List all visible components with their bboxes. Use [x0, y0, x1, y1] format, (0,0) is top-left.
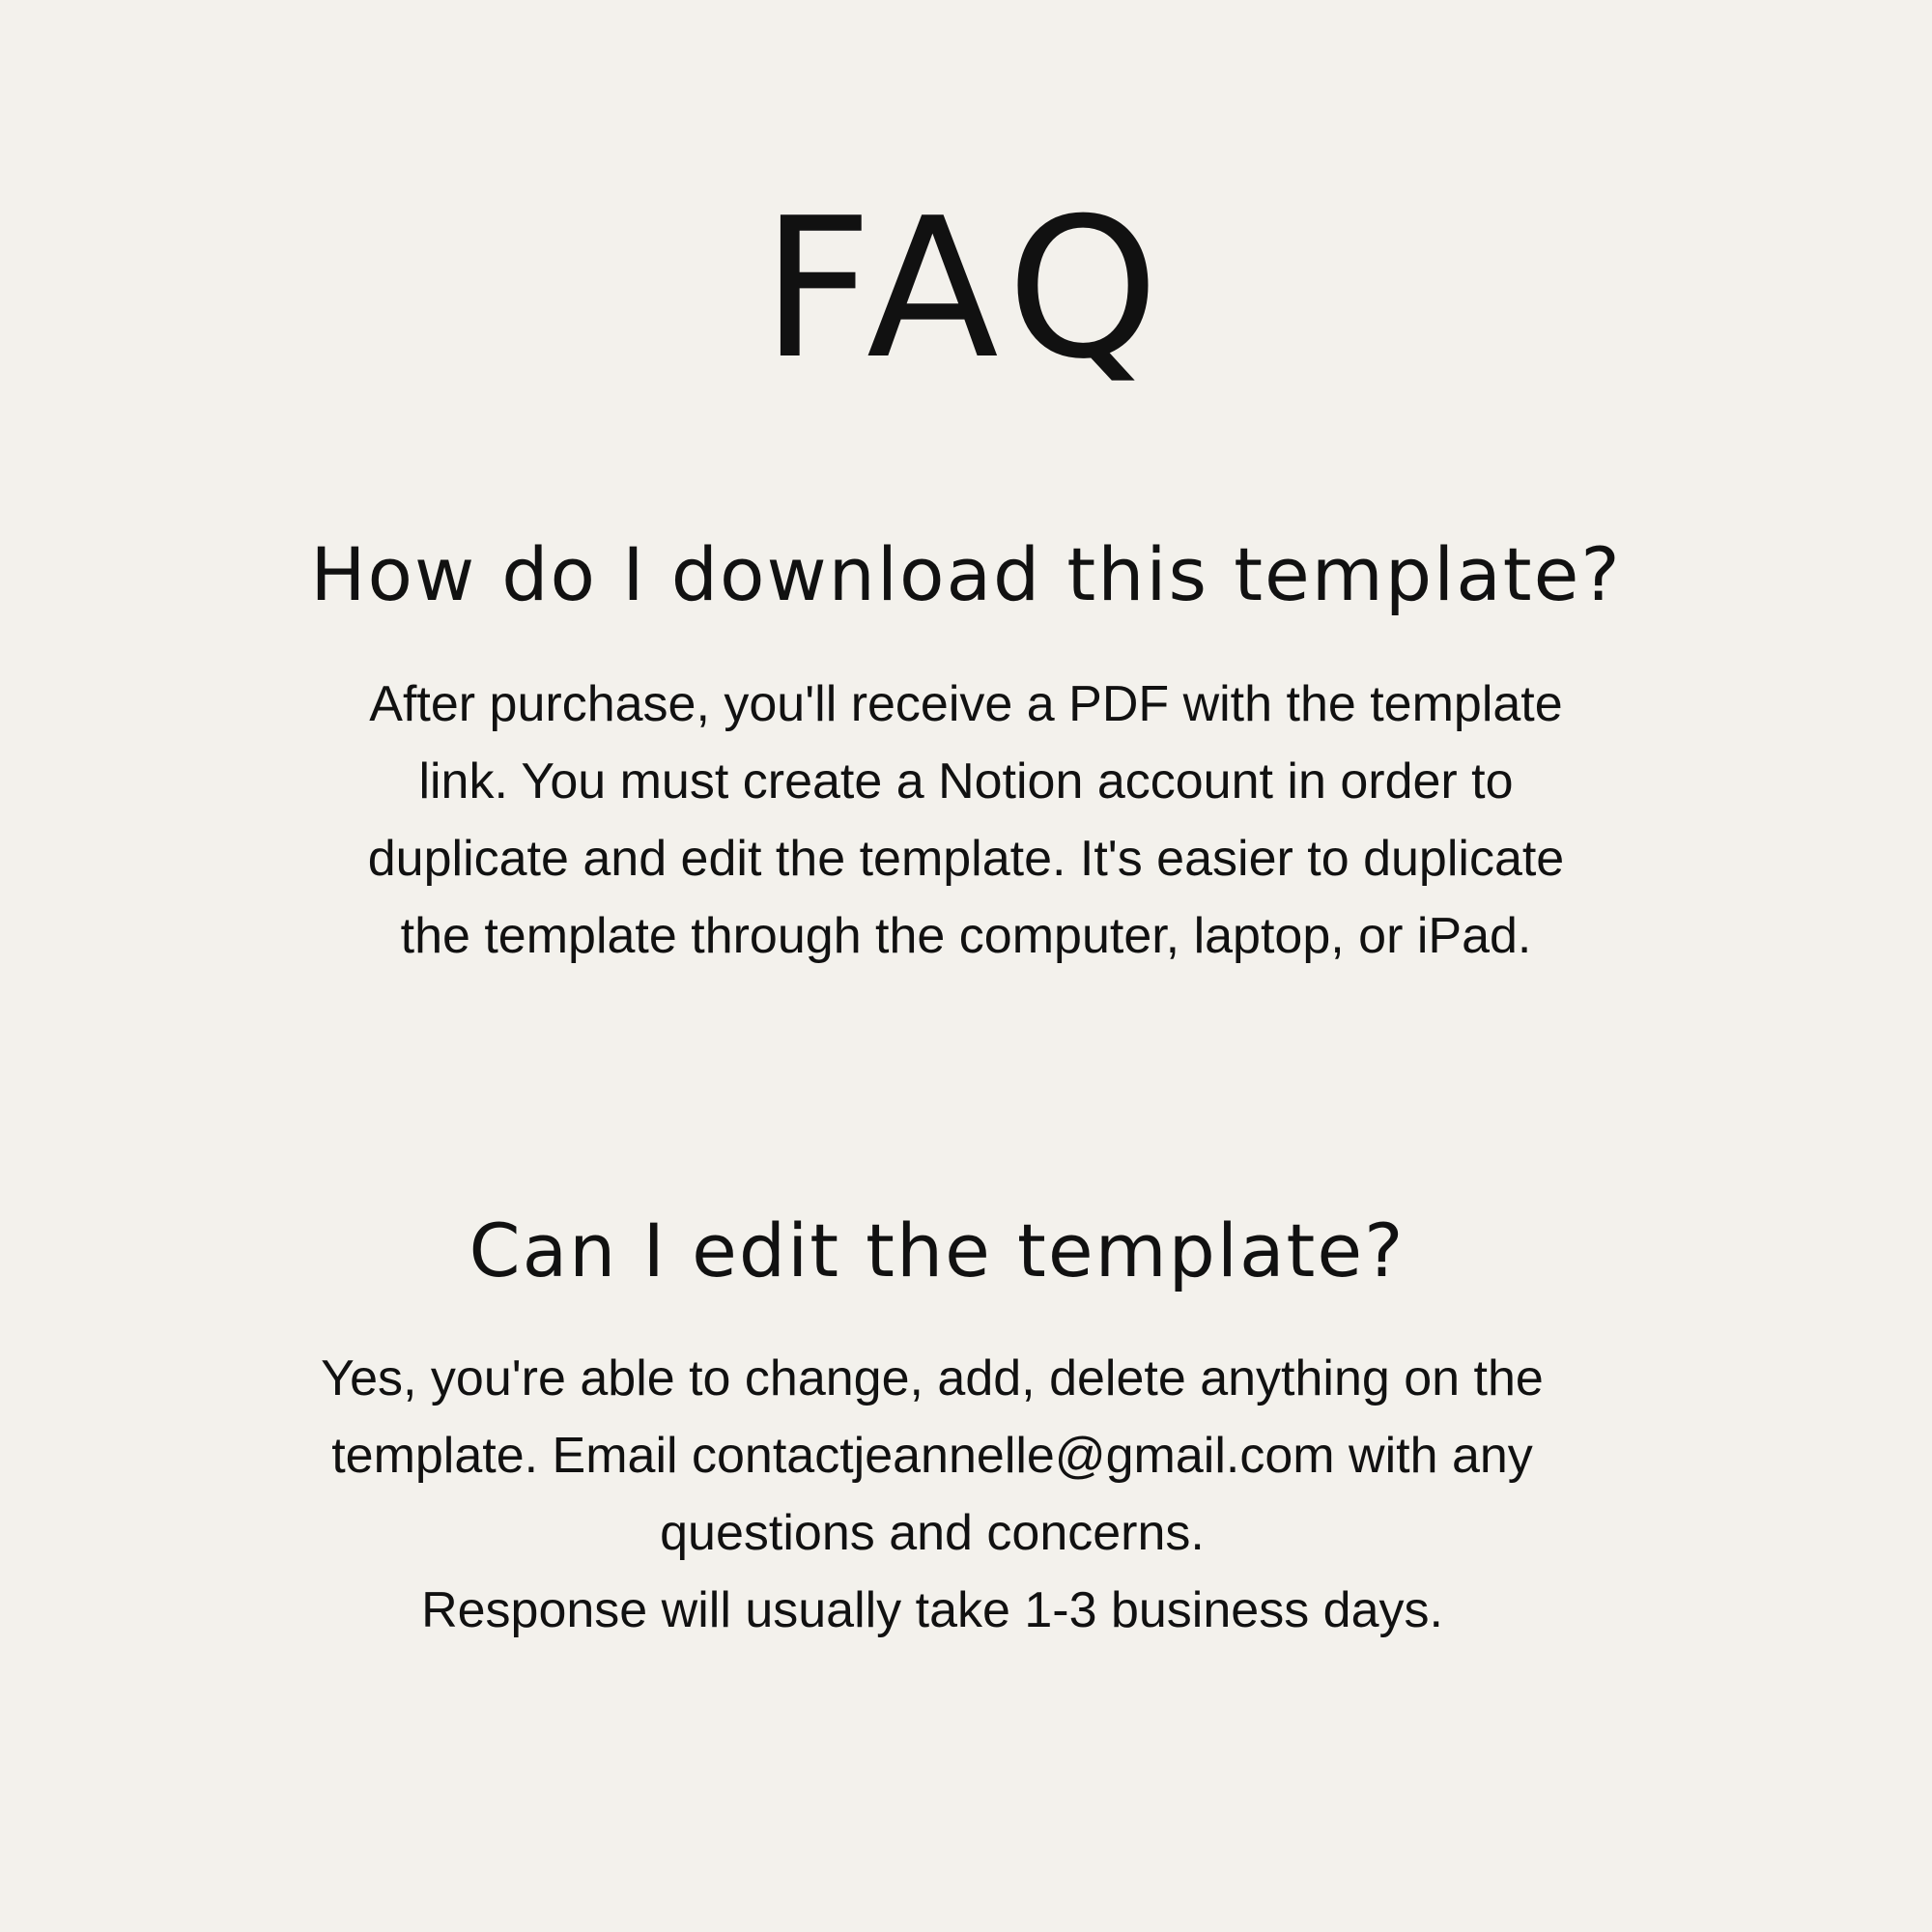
answer-line: Yes, you're able to change, add, delete anything on the	[321, 1350, 1544, 1406]
answer-line: After purchase, you'll receive a PDF with the template	[369, 676, 1563, 732]
faq-question-edit: Can I edit the template?	[469, 1208, 1406, 1293]
answer-line: questions and concerns.	[660, 1505, 1205, 1561]
answer-line: template. Email contactjeannelle@gmail.com with any	[331, 1428, 1533, 1484]
page-title: FAQ	[761, 177, 1171, 402]
faq-answer-edit	[159, 1340, 1705, 1649]
answer-line: the template through the computer, laptop, or iPad.	[400, 908, 1532, 964]
faq-answer-download	[193, 666, 1739, 975]
answer-line: duplicate and edit the template. It's easier to duplicate	[367, 831, 1565, 887]
answer-line: Response will usually take 1-3 business days.	[421, 1582, 1443, 1638]
answer-line: link. You must create a Notion account in order to	[418, 753, 1514, 810]
faq-question-download: How do I download this template?	[310, 531, 1622, 617]
